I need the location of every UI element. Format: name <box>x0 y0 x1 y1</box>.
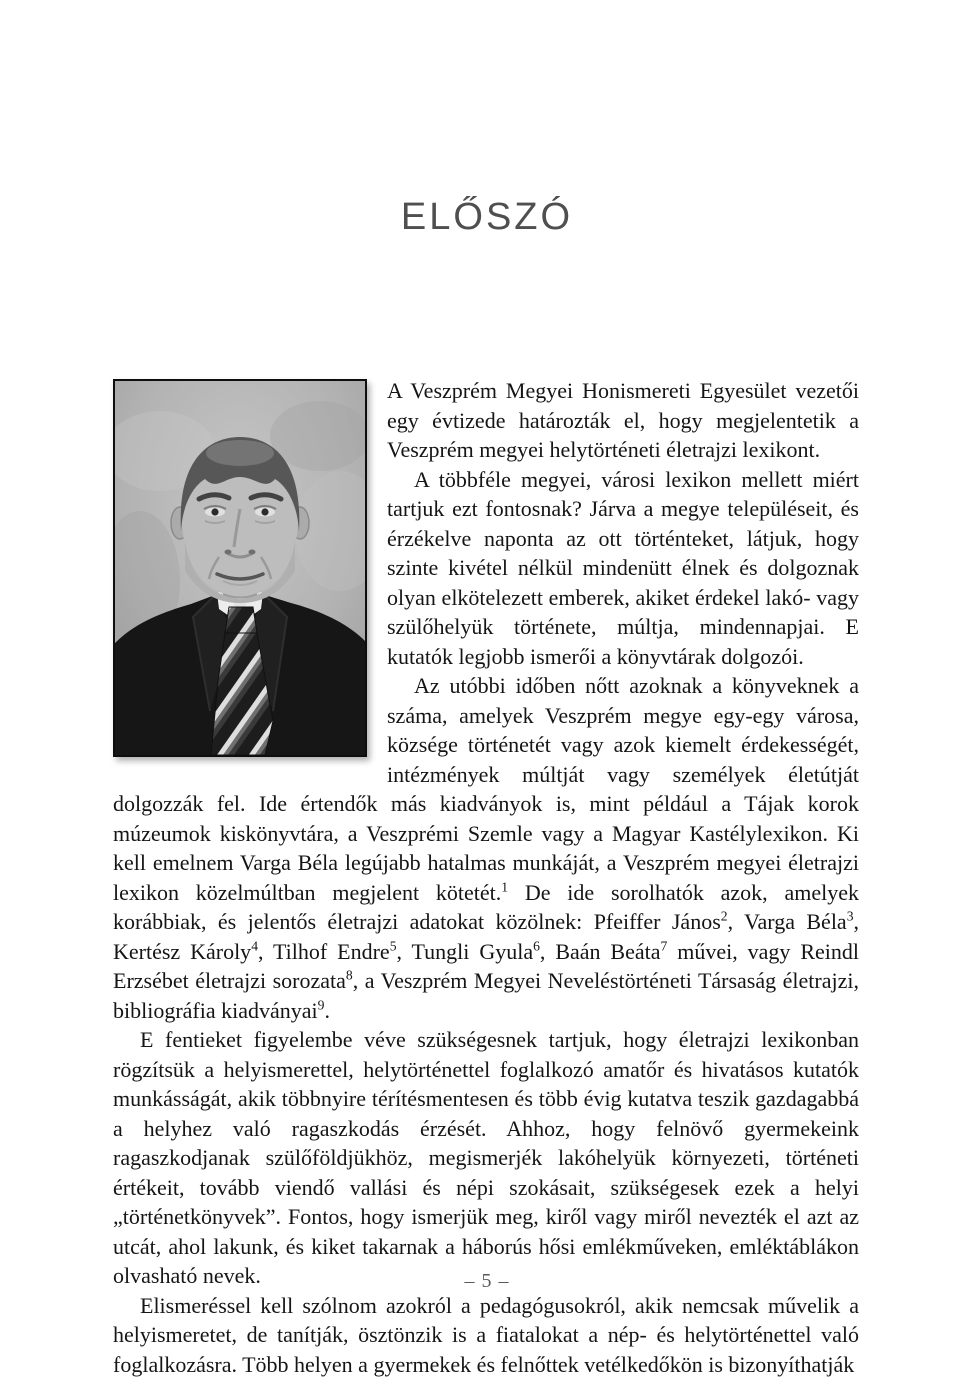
paragraph: A többféle megyei, városi lexikon mellett miért tartjuk ezt fontosnak? Járva a megye településeit, és érzékelve naponta az ott történteket, látjuk, hogy szinte kivétel nélkül mindenütt élnek és dolgoznak olyan elkötelezett emberek, akiket érdekel lakó- vagy szülőhelyük története, múltja, mindennapjai. E kutatók legjobb ismerői a könyvtárak dolgozói. <box>387 466 859 669</box>
page-number: – 5 – <box>464 1270 510 1292</box>
footnote-ref: 6 <box>533 938 540 954</box>
footnote-ref: 2 <box>720 908 728 924</box>
page-title: ELŐSZÓ <box>400 196 574 238</box>
footnote-ref: 1 <box>501 879 509 895</box>
paragraph: A Veszprém Megyei Honismereti Egyesület vezetői egy évtizede határozták el, hogy megjelentetik a Veszprém megyei helytörténeti életrajzi lexikont. <box>387 378 859 462</box>
foreword-content <box>113 376 859 1379</box>
footnote-ref: 3 <box>846 908 854 924</box>
footnote-ref: 8 <box>345 967 353 983</box>
portrait-photo <box>113 379 367 757</box>
footnote-ref: 9 <box>317 997 325 1013</box>
footnote-ref: 7 <box>660 938 668 954</box>
portrait-photo-graphic <box>115 381 365 755</box>
paragraph: Elismeréssel kell szólnom azokról a pedagógusokról, akik nemcsak művelik a helyismeretet, de tanítják, ösztönzik is a fiatalokat a nép- és helytörténettel való foglalkozásra. Több helyen a gyermekek és felnőttek vetélkedőkön is bizonyíthatják <box>113 1292 859 1377</box>
footnote-ref: 4 <box>251 938 258 954</box>
footnote-ref: 5 <box>389 938 397 954</box>
paragraph: Az utóbbi időben nőtt azoknak a könyveknek a száma, amelyek Veszprém megye egy-egy városa, községe történetét vagy azok kiemelt érdekességét, intézmények múltját vagy személyek életútját dolgozzák fel. Ide értendők más kiadványok is, mint például a Tájak korok múzeumok kiskönyvtára, a Veszprémi Szemle vagy a Magyar Kastélylexikon. Ki kell emelnem Varga Béla legújabb hatalmas munkáját, a Veszprém megyei életrajzi lexikon közelmúltban megjelent kötetét.$^1$ De ide sorolhatók azok, amelyek korábbiak, és jelentős életrajzi adatokat közölnek: Pfeiffer János$^2$, Varga Béla$^3$, Kertész Károly$^4$, Tilhof Endre$^5$, Tungli Gyula$^6$, Baán Beáta$^7$ művei, vagy Reindl Erzsébet életrajzi sorozata$^8$, a Veszprém Megyei Neveléstörténeti Társaság életrajzi, bibliográfia kiadványai$^9$. <box>113 673 860 1023</box>
paragraph: E fentieket figyelembe véve szükségesnek tartjuk, hogy életrajzi lexikonban rögzítsük a helyismerettel, helytörténettel foglalkozó amatőr és hivatásos kutatók munkásságát, akik többnyire térítésmentesen és több évig kutatva teszik gazdagabbá a helyhez való ragaszkodás érzését. Ahhoz, hogy felnövő gyermekeink ragaszkodjanak szülőföldjükhöz, megismerjék lakóhelyük környezeti, történeti értékeit, tovább viendő vallási és népi szokásait, szükségesek ezek a helyi „történetkönyvek”. Fontos, hogy ismerjük meg, kiről vagy miről nevezték el azt az utcát, ahol lakunk, és kiket takarnak a háborús hősi emlékműveken, emléktáblákon olvasható nevek. <box>113 1027 859 1288</box>
